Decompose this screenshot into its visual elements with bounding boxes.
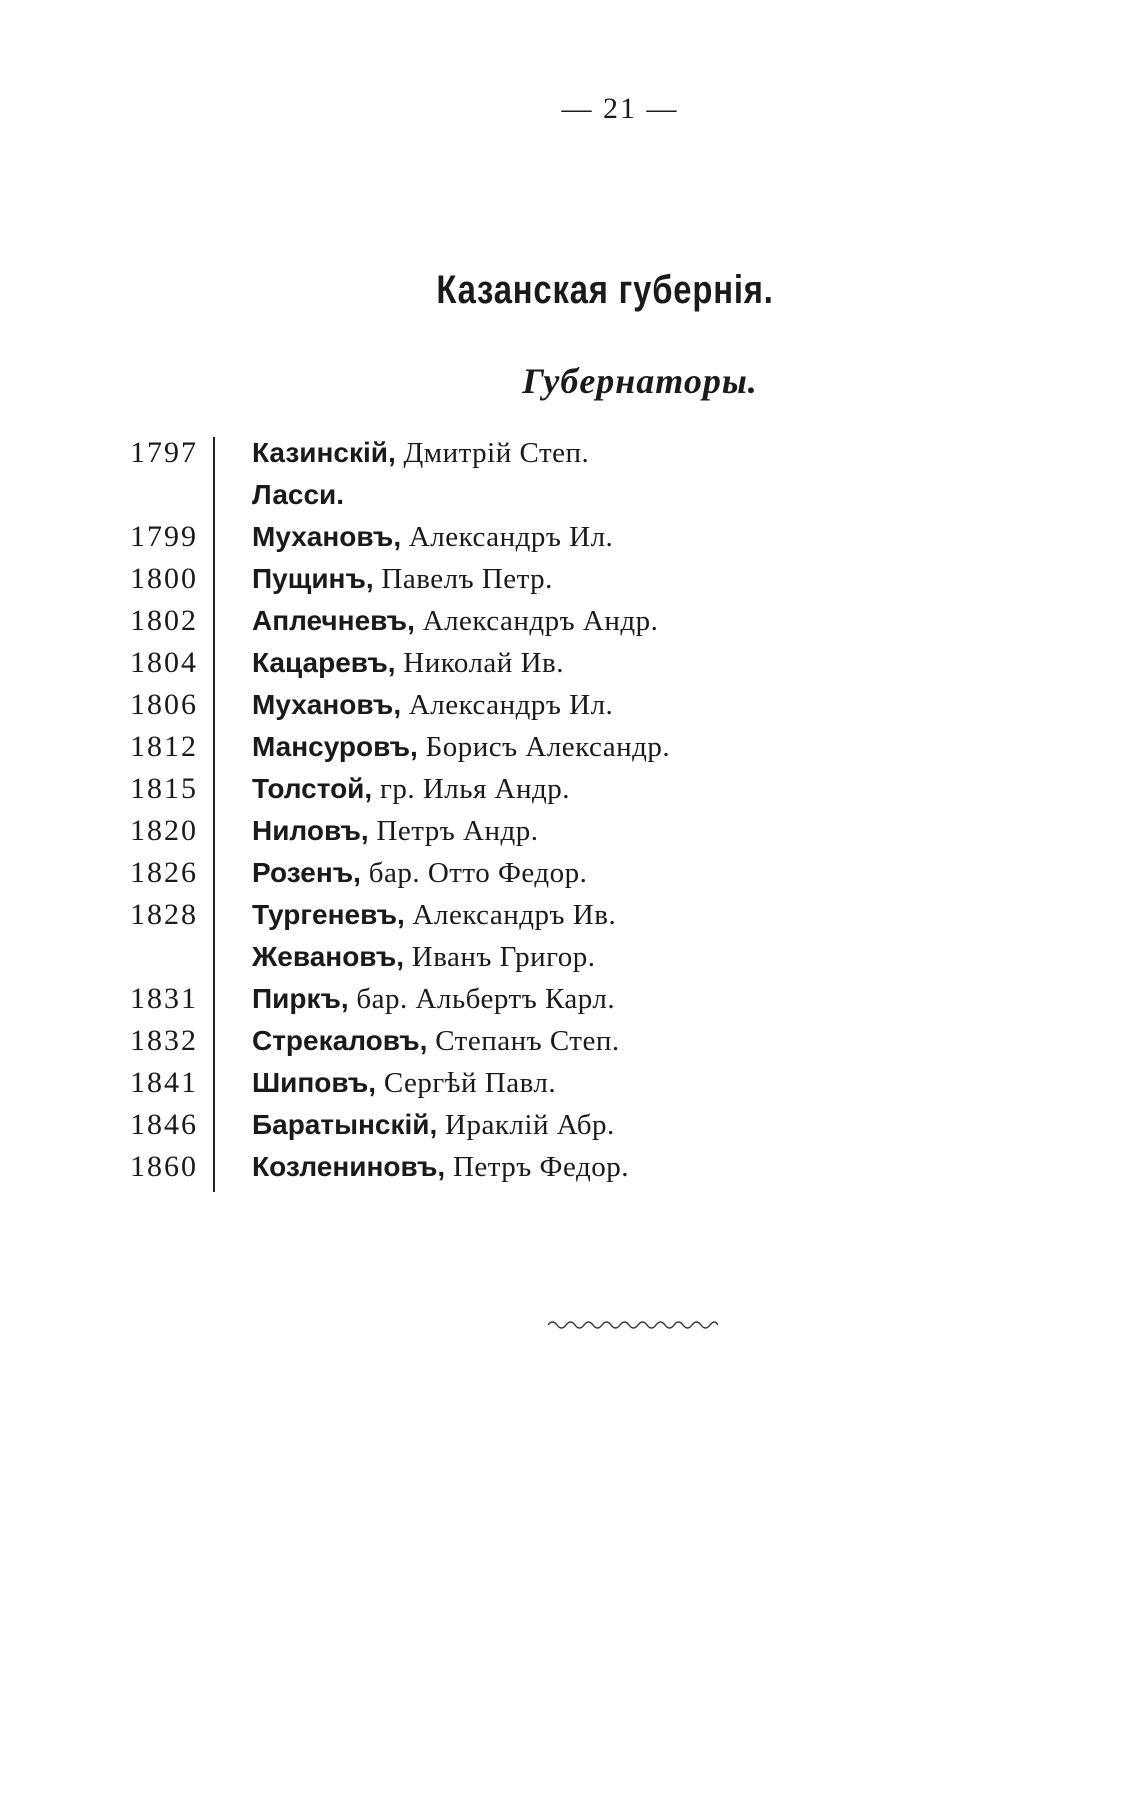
surname: Тургеневъ, xyxy=(252,898,405,930)
year: 1846 xyxy=(130,1108,198,1141)
year: 1831 xyxy=(130,982,198,1015)
given-name: Ираклій Абр. xyxy=(437,1108,615,1141)
given-name: Александръ Ил. xyxy=(401,688,614,721)
given-name: Николай Ив. xyxy=(395,646,564,679)
surname: Аплечневъ, xyxy=(252,604,415,636)
given-name: Петръ Андр. xyxy=(368,814,539,847)
list-item xyxy=(118,978,818,1020)
governor-name xyxy=(252,689,613,722)
governor-name xyxy=(252,605,658,638)
surname: Кацаревъ, xyxy=(252,646,396,678)
surname: Ниловъ, xyxy=(252,814,369,846)
list-item xyxy=(118,852,818,894)
governor-name xyxy=(252,647,564,680)
surname: Стрекаловъ, xyxy=(252,1024,428,1056)
year: 1806 xyxy=(130,688,198,721)
governor-name xyxy=(252,1151,629,1184)
surname: Козлениновъ, xyxy=(252,1150,446,1182)
list-item xyxy=(118,432,818,474)
year: 1804 xyxy=(130,646,198,679)
list-item xyxy=(118,474,818,516)
list-item xyxy=(118,810,818,852)
page-number: — 21 — xyxy=(561,92,679,125)
governor-name xyxy=(252,857,587,890)
section-subtitle: Губернаторы. xyxy=(522,361,758,401)
ornamental-divider xyxy=(548,1318,718,1332)
given-name: Павелъ Петр. xyxy=(373,562,553,595)
year: 1815 xyxy=(130,772,198,805)
surname: Мухановъ, xyxy=(252,520,402,552)
given-name: Александръ Андр. xyxy=(414,604,659,637)
surname: Шиповъ, xyxy=(252,1066,377,1098)
given-name: Сергѣй Павл. xyxy=(376,1066,557,1099)
year: 1832 xyxy=(130,1024,198,1057)
governor-name xyxy=(252,1025,620,1058)
surname: Жевановъ, xyxy=(252,940,405,972)
year: 1828 xyxy=(130,898,198,931)
list-item xyxy=(118,1062,818,1104)
year: 1812 xyxy=(130,730,198,763)
governors-list xyxy=(118,432,818,1188)
given-name: гр. Илья Андр. xyxy=(372,772,571,805)
list-item xyxy=(118,1146,818,1188)
section-title: Казанская губернія. xyxy=(436,268,774,312)
list-item xyxy=(118,558,818,600)
list-item xyxy=(118,936,818,978)
year: 1860 xyxy=(130,1150,198,1183)
given-name: Дмитрій Степ. xyxy=(395,436,590,469)
year: 1820 xyxy=(130,814,198,847)
governor-name xyxy=(252,563,553,596)
surname: Толстой, xyxy=(252,772,373,804)
year: 1800 xyxy=(130,562,198,595)
governor-name xyxy=(252,815,538,848)
given-name: Александръ Ив. xyxy=(404,898,617,931)
governor-name xyxy=(252,983,615,1016)
list-item xyxy=(118,516,818,558)
governor-name xyxy=(252,479,344,512)
year: 1802 xyxy=(130,604,198,637)
given-name: Александръ Ил. xyxy=(401,520,614,553)
governor-name xyxy=(252,941,596,974)
surname: Казинскій, xyxy=(252,436,396,468)
surname: Мухановъ, xyxy=(252,688,402,720)
given-name: Иванъ Григор. xyxy=(404,940,596,973)
given-name: Степанъ Степ. xyxy=(427,1024,620,1057)
surname: Мансуровъ, xyxy=(252,730,418,762)
surname: Пиркъ, xyxy=(252,982,349,1014)
list-item xyxy=(118,642,818,684)
list-item xyxy=(118,600,818,642)
given-name: бар. Альбертъ Карл. xyxy=(348,982,616,1015)
given-name: Петръ Федор. xyxy=(445,1150,629,1183)
governor-name xyxy=(252,773,570,806)
surname: Розенъ, xyxy=(252,856,361,888)
given-name: бар. Отто Федор. xyxy=(360,856,588,889)
list-item xyxy=(118,1020,818,1062)
surname: Пущинъ, xyxy=(252,562,374,594)
governor-name xyxy=(252,1067,556,1100)
year: 1799 xyxy=(130,520,198,553)
governor-name xyxy=(252,731,670,764)
year: 1797 xyxy=(130,436,198,469)
list-item xyxy=(118,894,818,936)
list-item xyxy=(118,768,818,810)
list-item xyxy=(118,684,818,726)
surname: Баратынскій, xyxy=(252,1108,438,1140)
governor-name xyxy=(252,521,613,554)
governor-name xyxy=(252,899,616,932)
year: 1826 xyxy=(130,856,198,889)
list-item xyxy=(118,726,818,768)
surname: Ласси. xyxy=(252,478,345,510)
given-name: Борисъ Александр. xyxy=(417,730,671,763)
governor-name xyxy=(252,1109,615,1142)
governor-name xyxy=(252,437,589,470)
year: 1841 xyxy=(130,1066,198,1099)
list-item xyxy=(118,1104,818,1146)
